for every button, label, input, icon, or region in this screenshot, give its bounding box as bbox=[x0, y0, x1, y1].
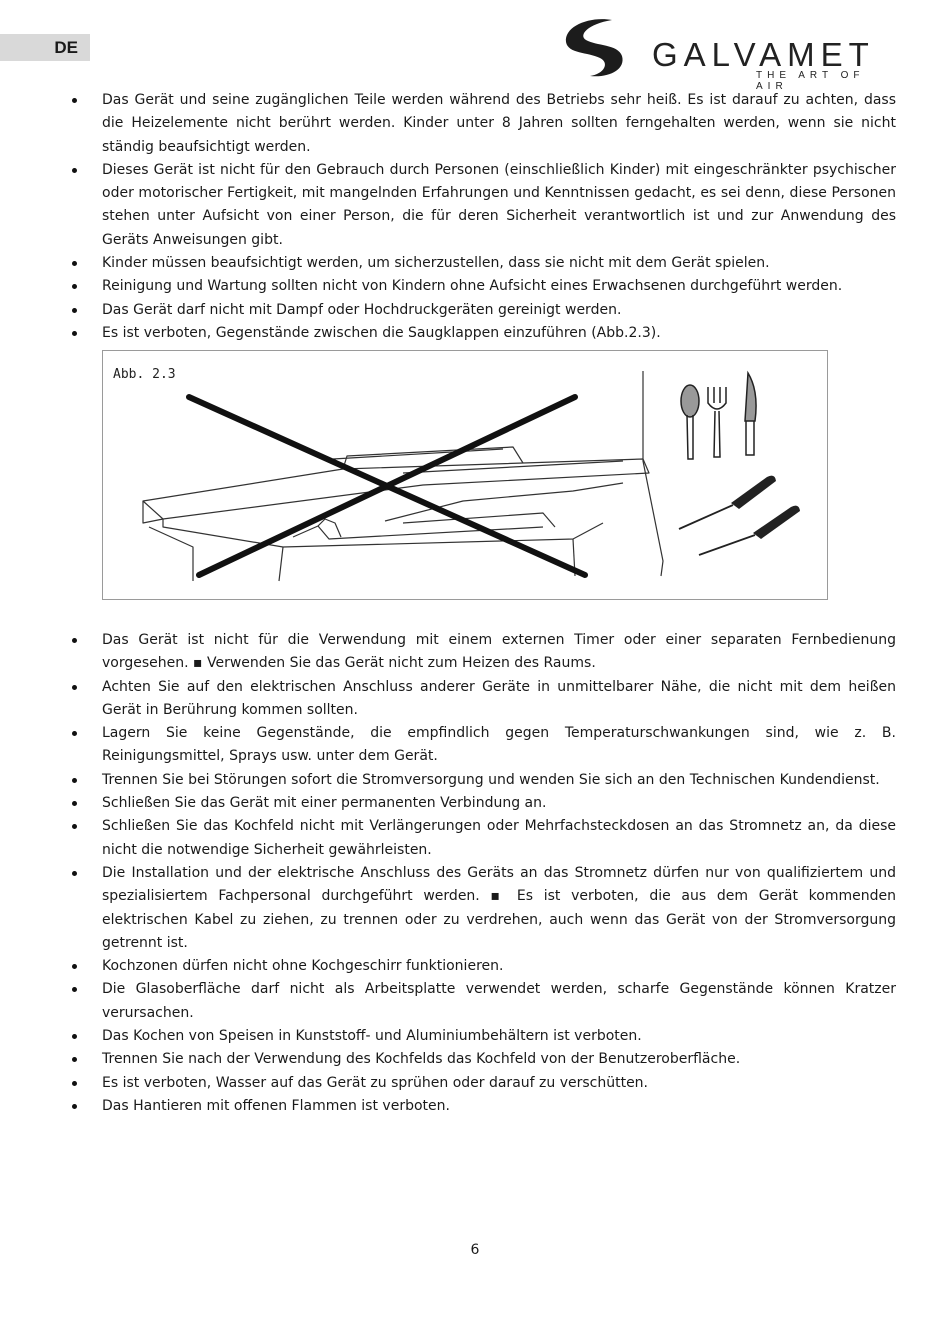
brand-logo bbox=[560, 14, 900, 92]
list-item: Schließen Sie das Kochfeld nicht mit Verlängerungen oder Mehrfachsteckdosen an das Stromnetz an, da diese nicht die notwendige Sicherheit gewährleisten. bbox=[102, 815, 896, 862]
spoon-icon bbox=[681, 385, 699, 459]
list-item: Kinder müssen beaufsichtigt werden, um sicherzustellen, dass sie nicht mit dem Gerät spielen. bbox=[102, 252, 896, 275]
list-item: Das Gerät und seine zugänglichen Teile werden während des Betriebs sehr heiß. Es ist darauf zu achten, dass die Heizelemente nicht berührt werden. Kinder unter 8 Jahren sollten ferngehalten werden, wenn sie nicht ständig beaufsichtigt werden. bbox=[102, 89, 896, 159]
galvamet-swirl-icon bbox=[560, 14, 650, 84]
list-item: Achten Sie auf den elektrischen Anschluss anderer Geräte in unmittelbarer Nähe, die nicht mit dem heißen Gerät in Berührung kommen sollten. bbox=[102, 676, 896, 723]
page-number: 6 bbox=[470, 1242, 480, 1258]
list-item: Es ist verboten, Gegenstände zwischen die Saugklappen einzuführen (Abb.2.3). bbox=[102, 322, 896, 345]
knife-icon bbox=[745, 373, 756, 455]
list-item: Kochzonen dürfen nicht ohne Kochgeschirr funktionieren. bbox=[102, 955, 896, 978]
list-item: Die Installation und der elektrische Anschluss des Geräts an das Stromnetz dürfen nur von qualifiziertem und spezialisiertem Fachpersonal durchgeführt werden. ▪ Es ist verboten, die aus dem Gerät kommenden elektrischen Kabel zu ziehen, zu trennen oder zu verdrehen, auch wenn das Gerät von der Stromversorgung getrennt ist. bbox=[102, 862, 896, 955]
list-item: Das Hantieren mit offenen Flammen ist verboten. bbox=[102, 1095, 896, 1118]
figure-abb-2-3 bbox=[102, 350, 828, 600]
list-item: Das Kochen von Speisen in Kunststoff- und Aluminiumbehältern ist verboten. bbox=[102, 1025, 896, 1048]
list-item: Dieses Gerät ist nicht für den Gebrauch durch Personen (einschließlich Kinder) mit eingeschränkter psychischer oder motorischer Fertigkeit, mit mangelnden Erfahrungen und Kenntnissen gedacht, es sei denn, diese Personen stehen unter Aufsicht von einer Person, die für deren Sicherheit verantwortlich ist und zur Anwendung des Geräts Anweisungen gibt. bbox=[102, 159, 896, 252]
list-item: Das Gerät darf nicht mit Dampf oder Hochdruckgeräten gereinigt werden. bbox=[102, 299, 896, 322]
list-item: Lagern Sie keine Gegenstände, die empfindlich gegen Temperaturschwankungen sind, wie z. B. Reinigungsmittel, Sprays usw. unter dem Gerät. bbox=[102, 722, 896, 769]
list-item: Schließen Sie das Gerät mit einer permanenten Verbindung an. bbox=[102, 792, 896, 815]
figure-caption: Abb. 2.3 bbox=[113, 367, 176, 382]
list-item: Es ist verboten, Wasser auf das Gerät zu sprühen oder darauf zu verschütten. bbox=[102, 1072, 896, 1095]
list-item: Trennen Sie nach der Verwendung des Kochfelds das Kochfeld von der Benutzeroberfläche. bbox=[102, 1048, 896, 1071]
list-item: Reinigung und Wartung sollten nicht von Kindern ohne Aufsicht eines Erwachsenen durchgeführt werden. bbox=[102, 275, 896, 298]
hob-illustration bbox=[103, 351, 829, 601]
brand-tagline: THE ART OF AIR bbox=[756, 70, 865, 92]
screwdriver-icon bbox=[679, 476, 776, 529]
list-item: Trennen Sie bei Störungen sofort die Stromversorgung und wenden Sie sich an den Technischen Kundendienst. bbox=[102, 769, 896, 792]
language-tab: DE bbox=[0, 34, 90, 61]
fork-icon bbox=[708, 387, 726, 457]
brand-name: GALVAMET bbox=[652, 36, 875, 73]
list-item: Das Gerät ist nicht für die Verwendung mit einem externen Timer oder einer separaten Fernbedienung vorgesehen. ▪ Verwenden Sie das Gerät nicht zum Heizen des Raums. bbox=[102, 629, 896, 676]
list-item: Die Glasoberfläche darf nicht als Arbeitsplatte verwendet werden, scharfe Gegenstände können Kratzer verursachen. bbox=[102, 978, 896, 1025]
safety-list-top bbox=[102, 89, 896, 345]
safety-list-bottom bbox=[102, 629, 896, 1118]
